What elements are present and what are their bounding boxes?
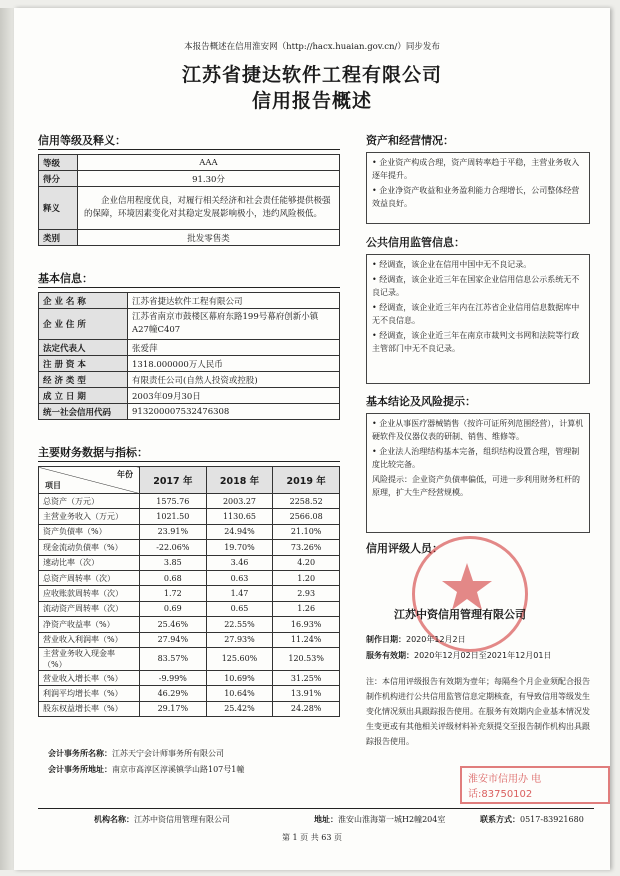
- metric-value: 19.70%: [206, 540, 273, 555]
- assets-box: [366, 152, 590, 224]
- metric-cell: [39, 555, 140, 570]
- company-name-label: 企 业 名 称: [39, 293, 128, 309]
- score-value: 91.30分: [78, 171, 340, 187]
- table-corner: [39, 467, 140, 494]
- table-row: [39, 570, 340, 585]
- metric-unit: （万元）: [91, 512, 123, 522]
- metric-value: -9.99%: [140, 670, 207, 685]
- metric-unit: （%）: [99, 542, 123, 552]
- metric-cell: [39, 586, 140, 601]
- table-row: [39, 617, 340, 632]
- metric-unit: （次）: [99, 589, 123, 599]
- metric-value: 1.72: [140, 586, 207, 601]
- table-row: [39, 701, 340, 716]
- metric-unit: （次）: [75, 558, 99, 568]
- table-row: [39, 540, 340, 555]
- financial-table: [38, 466, 340, 717]
- agency-section-title: 信用评级人员：: [366, 542, 443, 555]
- date-value: 2020年12月2日: [406, 635, 466, 644]
- metric-value: 0.63: [206, 570, 273, 585]
- report-title: 信用报告概述: [251, 90, 372, 112]
- metric-value: 0.65: [206, 601, 273, 616]
- report-page: [14, 8, 610, 870]
- rating-label: 等级: [39, 155, 78, 171]
- footer-org-label: 机构名称：: [94, 814, 134, 824]
- metric-value: 23.91%: [140, 524, 207, 539]
- metric-value: 83.57%: [140, 647, 207, 670]
- credit-office-stamp: 淮安市信用办 电话:83750102: [460, 766, 610, 804]
- metric-cell: [39, 686, 140, 701]
- accounting-firm-label: 会计事务所名称：: [48, 748, 112, 758]
- basic-info-table: [38, 292, 340, 420]
- divider: [38, 149, 340, 150]
- capital-value: 1318.000000万人民币: [128, 356, 340, 372]
- table-row: [39, 601, 340, 616]
- public-item: • 经调查，该企业近三年在南京市裁判文书网和法院等行政主管部门中无不良记录。: [372, 331, 580, 353]
- metric-value: 21.10%: [273, 524, 340, 539]
- footer-addr-label: 地址：: [314, 814, 338, 824]
- metric-name: 营业收入利润率: [43, 635, 99, 645]
- assets-item: • 企业资产构成合理，资产周转率趋于平稳，主营业务收入逐年提升。: [372, 158, 580, 180]
- metric-name: 速动比率: [43, 558, 75, 568]
- econ-type-value: 有限责任公司(自然人投资或控股): [128, 372, 340, 388]
- metric-value: 120.53%: [273, 647, 340, 670]
- metric-value: 2003.27: [206, 494, 273, 509]
- legal-rep-label: 法定代表人: [39, 340, 128, 356]
- metric-value: 22.55%: [206, 617, 273, 632]
- metric-cell: [39, 632, 140, 647]
- capital-label: 注 册 资 本: [39, 356, 128, 372]
- footer-addr-row: [314, 814, 445, 825]
- score-label: 得分: [39, 171, 78, 187]
- address-label: 企 业 住 所: [39, 309, 128, 340]
- metric-cell: [39, 647, 140, 670]
- metric-cell: [39, 509, 140, 524]
- metric-cell: [39, 540, 140, 555]
- conclusion-section-title: 基本结论及风险提示：: [366, 395, 476, 408]
- public-item: • 经调查，该企业近三年在国家企业信用信息公示系统无不良记录。: [372, 275, 580, 297]
- footer-tel: 0517-83921680: [520, 815, 584, 824]
- table-row: [39, 555, 340, 570]
- conclusion-item: • 企业从事医疗器械销售（按许可证所列范围经营），计算机硬软件及仪器仪表的研制、销售、维修等。: [372, 419, 584, 441]
- metric-name: 利润平均增长率: [43, 688, 99, 698]
- metric-value: 1.26: [273, 601, 340, 616]
- company-name-value: 江苏省捷达软件工程有限公司: [128, 293, 340, 309]
- validity-label: 服务有效期：: [366, 651, 414, 660]
- metric-value: 24.28%: [273, 701, 340, 716]
- assets-section-title: 资产和经营情况：: [366, 134, 454, 147]
- metric-name: 股东权益增长率: [43, 704, 99, 714]
- divider: [38, 287, 340, 288]
- founded-value: 2003年09月30日: [128, 388, 340, 404]
- table-row: [39, 524, 340, 539]
- divider: [38, 461, 340, 462]
- company-title: 江苏省捷达软件工程有限公司: [181, 64, 442, 86]
- metric-value: 27.93%: [206, 632, 273, 647]
- public-box: [366, 254, 590, 384]
- rating-section-title: 信用等级及释义：: [38, 134, 126, 147]
- basic-section-title: 基本信息：: [38, 272, 93, 285]
- accounting-firm-row: [48, 748, 224, 759]
- footer-org-row: [94, 814, 230, 825]
- metric-value: 10.69%: [206, 670, 273, 685]
- metric-unit: （%）: [91, 619, 115, 629]
- metric-name: 流动资产周转率: [43, 604, 99, 614]
- metric-unit: （%）: [99, 635, 123, 645]
- page-number: 第 1 页 共 63 页: [282, 833, 342, 842]
- assets-item: • 企业净资产收益和业务盈利能力合理增长，公司整体经营效益良好。: [372, 186, 580, 208]
- metric-value: 4.20: [273, 555, 340, 570]
- metric-name: 现金流动负债率: [43, 542, 99, 552]
- validity-value: 2020年12月02日至2021年12月01日: [414, 651, 552, 660]
- table-row: [39, 494, 340, 509]
- risk-tip: 风险提示：企业资产负债率偏低，可进一步利用财务杠杆的原理，扩大生产经营规模。: [372, 475, 580, 497]
- footer-tel-row: [480, 814, 584, 825]
- metric-name: 营业收入增长率: [43, 673, 99, 683]
- metric-name: 总资产周转率: [43, 573, 91, 583]
- metric-value: 16.93%: [273, 617, 340, 632]
- metric-value: 29.17%: [140, 701, 207, 716]
- meaning-value: 企业信用程度优良，对履行相关经济和社会责任能够提供极强的保障，环境因素变化对其稳定发展影响极小，违约风险极低。: [78, 187, 340, 230]
- metric-value: 27.94%: [140, 632, 207, 647]
- metric-value: 46.29%: [140, 686, 207, 701]
- metric-value: -22.06%: [140, 540, 207, 555]
- publish-note: 本报告概述在信用淮安网（http://hacx.huaian.gov.cn/）同步发布: [184, 42, 440, 52]
- metric-value: 2566.08: [273, 509, 340, 524]
- metric-cell: [39, 570, 140, 585]
- metric-unit: （%）: [43, 659, 67, 669]
- footer-addr: 淮安山淮海第一城H2幢204室: [338, 815, 446, 824]
- metric-value: 2.93: [273, 586, 340, 601]
- metric-name: 主营业务收入: [43, 512, 91, 522]
- table-row: [39, 586, 340, 601]
- metric-value: 73.26%: [273, 540, 340, 555]
- credit-code-label: 统一社会信用代码: [39, 404, 128, 420]
- accounting-address-label: 会计事务所地址：: [48, 764, 112, 774]
- econ-type-label: 经 济 类 型: [39, 372, 128, 388]
- metric-value: 25.42%: [206, 701, 273, 716]
- metric-cell: [39, 494, 140, 509]
- address-value: 江苏省南京市鼓楼区幕府东路199号幕府创新小镇A27幢C407: [128, 309, 340, 340]
- corner-item: 项目: [45, 480, 61, 490]
- metric-value: 0.68: [140, 570, 207, 585]
- metric-unit: （%）: [99, 688, 123, 698]
- agency-note: 注：本信用评级报告有效期为壹年；每隔叁个月企业须配合报告制作机构进行公共信用监管信息定期核查，有导致信用等级发生变化情况须出具跟踪报告使用。在服务有效期内企业基本情况发生变更或有其他相关评级材料补充须提交至报告制作机构出具跟踪报告使用。: [366, 677, 590, 746]
- metric-unit: （%）: [99, 673, 123, 683]
- metric-value: 2258.52: [273, 494, 340, 509]
- metric-name: 净资产收益率: [43, 619, 91, 629]
- conclusion-box: [366, 413, 590, 533]
- accounting-address-row: [48, 764, 244, 775]
- metric-value: 31.25%: [273, 670, 340, 685]
- date-row: [366, 634, 466, 645]
- metric-value: 1021.50: [140, 509, 207, 524]
- metric-name: 主营业务收入现金率: [43, 648, 115, 658]
- table-row: [39, 509, 340, 524]
- category-label: 类别: [39, 230, 78, 246]
- metric-value: 125.60%: [206, 647, 273, 670]
- corner-year: 年份: [117, 469, 133, 479]
- category-value: 批发零售类: [78, 230, 340, 246]
- metric-name: 资产负债率: [43, 527, 83, 537]
- metric-cell: [39, 524, 140, 539]
- public-item: • 经调查，该企业近三年内在江苏省企业信用信息数据库中无不良信息。: [372, 303, 580, 325]
- footer-tel-label: 联系方式：: [480, 814, 520, 824]
- metric-cell: [39, 601, 140, 616]
- accounting-firm: 江苏天宁会计师事务所有限公司: [112, 749, 224, 758]
- metric-value: 0.69: [140, 601, 207, 616]
- year-header: 2019 年: [273, 467, 340, 494]
- metric-value: 1575.76: [140, 494, 207, 509]
- metric-unit: （次）: [99, 604, 123, 614]
- metric-value: 25.46%: [140, 617, 207, 632]
- agency-org: 江苏中资信用管理有限公司: [394, 608, 526, 621]
- conclusion-item: • 企业法人治理结构基本完备，组织结构设置合理，管理制度比较完备。: [372, 447, 580, 469]
- credit-code-value: 913200007532476308: [128, 404, 340, 420]
- public-section-title: 公共信用监管信息：: [366, 236, 465, 249]
- public-item: • 经调查，该企业在信用中国中无不良记录。: [372, 260, 532, 269]
- table-row: [39, 647, 340, 670]
- year-header: 2018 年: [206, 467, 273, 494]
- financial-section-title: 主要财务数据与指标：: [38, 446, 148, 459]
- date-label: 制作日期：: [366, 635, 406, 644]
- metric-value: 1.20: [273, 570, 340, 585]
- founded-label: 成 立 日 期: [39, 388, 128, 404]
- rating-table: [38, 154, 340, 246]
- footer-org: 江苏中资信用管理有限公司: [134, 815, 230, 824]
- metric-value: 13.91%: [273, 686, 340, 701]
- metric-name: 应收账款周转率: [43, 589, 99, 599]
- metric-value: 24.94%: [206, 524, 273, 539]
- metric-value: 11.24%: [273, 632, 340, 647]
- table-row: [39, 670, 340, 685]
- metric-cell: [39, 617, 140, 632]
- meaning-label: 释义: [39, 187, 78, 230]
- metric-value: 3.85: [140, 555, 207, 570]
- metric-value: 10.64%: [206, 686, 273, 701]
- metric-unit: （万元）: [67, 496, 99, 506]
- metric-cell: [39, 701, 140, 716]
- metric-value: 1130.65: [206, 509, 273, 524]
- table-row: [39, 686, 340, 701]
- rating-value: AAA: [78, 155, 340, 171]
- year-header: 2017 年: [140, 467, 207, 494]
- metric-unit: （%）: [99, 704, 123, 714]
- metric-value: 3.46: [206, 555, 273, 570]
- accounting-address: 南京市高淳区淳溪镇学山路107号1幢: [112, 765, 245, 774]
- table-row: [39, 632, 340, 647]
- metric-unit: （次）: [91, 573, 115, 583]
- metric-value: 1.47: [206, 586, 273, 601]
- validity-row: [366, 650, 551, 661]
- metric-name: 总资产: [43, 496, 67, 506]
- legal-rep-value: 张爱萍: [128, 340, 340, 356]
- footer-divider: [38, 808, 594, 809]
- metric-unit: （%）: [83, 527, 107, 537]
- metric-cell: [39, 670, 140, 685]
